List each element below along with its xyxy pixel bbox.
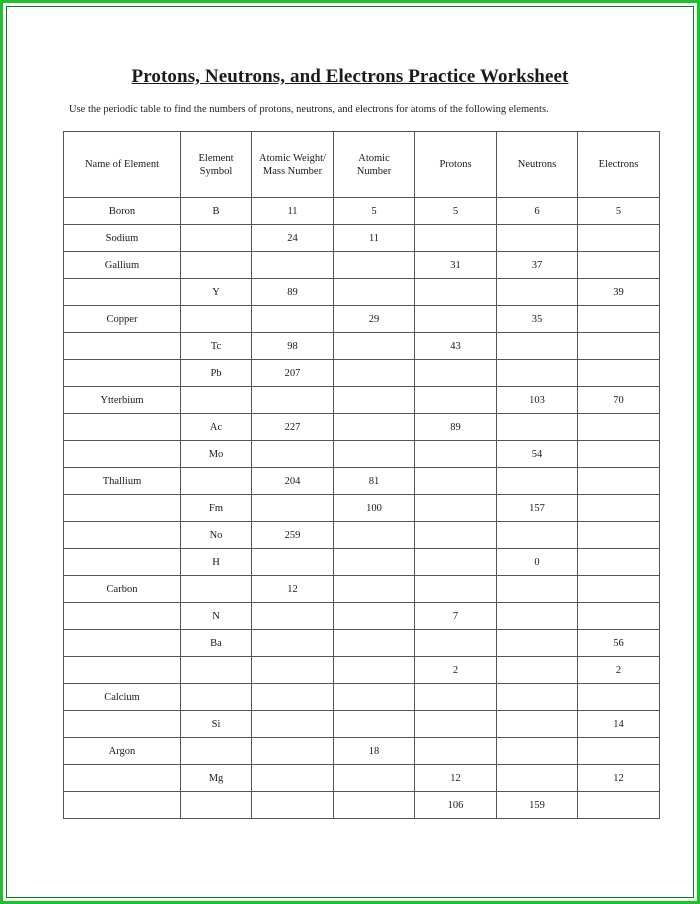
table-row: [64, 225, 660, 252]
cell-element-name[interactable]: [64, 279, 181, 306]
cell-element-symbol[interactable]: [181, 738, 252, 765]
cell-neutrons[interactable]: [497, 738, 578, 765]
cell-atomic-number[interactable]: [334, 252, 415, 279]
cell-protons[interactable]: [415, 225, 497, 252]
table-row: [64, 198, 660, 225]
cell-atomic-number[interactable]: [334, 657, 415, 684]
cell-atomic-number[interactable]: [334, 522, 415, 549]
column-header-label: Name of Element: [84, 159, 160, 170]
cell-mass-number[interactable]: 89: [252, 279, 334, 306]
cell-electrons[interactable]: 14: [578, 711, 660, 738]
cell-element-symbol[interactable]: [181, 657, 252, 684]
cell-electrons[interactable]: [578, 495, 660, 522]
cell-element-symbol[interactable]: Mg: [181, 765, 252, 792]
cell-protons[interactable]: 2: [415, 657, 497, 684]
cell-protons[interactable]: [415, 576, 497, 603]
cell-atomic-number[interactable]: [334, 441, 415, 468]
cell-element-symbol[interactable]: [181, 225, 252, 252]
cell-protons[interactable]: [415, 522, 497, 549]
cell-element-symbol[interactable]: N: [181, 603, 252, 630]
cell-atomic-number[interactable]: [334, 630, 415, 657]
cell-protons[interactable]: 12: [415, 765, 497, 792]
cell-atomic-number[interactable]: 81: [334, 468, 415, 495]
cell-neutrons[interactable]: [497, 279, 578, 306]
cell-atomic-number[interactable]: [334, 711, 415, 738]
cell-element-symbol[interactable]: Ac: [181, 414, 252, 441]
column-header-label: Atomic Number: [356, 152, 392, 177]
cell-neutrons[interactable]: [497, 333, 578, 360]
cell-mass-number[interactable]: 227: [252, 414, 334, 441]
cell-electrons[interactable]: [578, 441, 660, 468]
table-row: [64, 738, 660, 765]
cell-protons[interactable]: [415, 306, 497, 333]
cell-electrons[interactable]: [578, 522, 660, 549]
cell-electrons[interactable]: [578, 414, 660, 441]
cell-element-name[interactable]: Boron: [64, 198, 181, 225]
column-header: [497, 132, 578, 198]
cell-neutrons[interactable]: [497, 765, 578, 792]
table-row: [64, 576, 660, 603]
cell-neutrons[interactable]: 37: [497, 252, 578, 279]
cell-element-name[interactable]: Ytterbium: [64, 387, 181, 414]
worksheet-table: [63, 131, 660, 819]
cell-protons[interactable]: [415, 738, 497, 765]
cell-electrons[interactable]: [578, 684, 660, 711]
cell-element-symbol[interactable]: H: [181, 549, 252, 576]
cell-electrons[interactable]: [578, 792, 660, 819]
cell-element-name[interactable]: [64, 549, 181, 576]
cell-neutrons[interactable]: 157: [497, 495, 578, 522]
cell-protons[interactable]: [415, 711, 497, 738]
cell-neutrons[interactable]: [497, 711, 578, 738]
cell-element-name[interactable]: [64, 711, 181, 738]
cell-element-symbol[interactable]: Y: [181, 279, 252, 306]
table-row: [64, 441, 660, 468]
table-row: [64, 792, 660, 819]
cell-mass-number[interactable]: 98: [252, 333, 334, 360]
cell-atomic-number[interactable]: [334, 414, 415, 441]
cell-element-name[interactable]: Carbon: [64, 576, 181, 603]
cell-electrons[interactable]: 70: [578, 387, 660, 414]
cell-element-name[interactable]: Calcium: [64, 684, 181, 711]
column-header-label: Element Symbol: [198, 152, 234, 177]
cell-element-name[interactable]: Thallium: [64, 468, 181, 495]
cell-protons[interactable]: [415, 387, 497, 414]
cell-element-name[interactable]: [64, 495, 181, 522]
table-row: [64, 630, 660, 657]
cell-mass-number[interactable]: [252, 306, 334, 333]
cell-protons[interactable]: 43: [415, 333, 497, 360]
table-header-row: [64, 132, 660, 198]
column-header-label: Atomic Weight/ Mass Number: [259, 152, 326, 177]
cell-mass-number[interactable]: 204: [252, 468, 334, 495]
table-row: [64, 549, 660, 576]
cell-mass-number[interactable]: [252, 495, 334, 522]
cell-element-symbol[interactable]: [181, 306, 252, 333]
cell-protons[interactable]: 5: [415, 198, 497, 225]
cell-element-name[interactable]: [64, 333, 181, 360]
cell-electrons[interactable]: [578, 306, 660, 333]
cell-atomic-number[interactable]: [334, 792, 415, 819]
cell-mass-number[interactable]: [252, 387, 334, 414]
cell-atomic-number[interactable]: [334, 333, 415, 360]
cell-atomic-number[interactable]: [334, 360, 415, 387]
cell-element-name[interactable]: [64, 630, 181, 657]
worksheet-instructions: Use the periodic table to find the numbers of protons, neutrons, and electrons for atoms of the following elements.: [69, 104, 549, 115]
cell-protons[interactable]: 89: [415, 414, 497, 441]
cell-mass-number[interactable]: [252, 603, 334, 630]
cell-protons[interactable]: [415, 495, 497, 522]
cell-mass-number[interactable]: [252, 441, 334, 468]
cell-mass-number[interactable]: [252, 711, 334, 738]
cell-protons[interactable]: [415, 468, 497, 495]
table-row: [64, 333, 660, 360]
cell-element-symbol[interactable]: [181, 387, 252, 414]
table-row: [64, 387, 660, 414]
cell-neutrons[interactable]: [497, 630, 578, 657]
table-row: [64, 468, 660, 495]
cell-element-symbol[interactable]: B: [181, 198, 252, 225]
column-header: [578, 132, 660, 198]
cell-atomic-number[interactable]: 18: [334, 738, 415, 765]
cell-electrons[interactable]: 5: [578, 198, 660, 225]
worksheet-table-body: [64, 198, 660, 819]
cell-electrons[interactable]: 2: [578, 657, 660, 684]
cell-electrons[interactable]: [578, 252, 660, 279]
table-row: [64, 414, 660, 441]
table-row: [64, 765, 660, 792]
cell-electrons[interactable]: [578, 468, 660, 495]
cell-protons[interactable]: 31: [415, 252, 497, 279]
cell-neutrons[interactable]: 54: [497, 441, 578, 468]
cell-atomic-number[interactable]: [334, 765, 415, 792]
cell-protons[interactable]: [415, 279, 497, 306]
cell-electrons[interactable]: [578, 225, 660, 252]
table-row: [64, 603, 660, 630]
cell-mass-number[interactable]: [252, 684, 334, 711]
cell-electrons[interactable]: 56: [578, 630, 660, 657]
cell-neutrons[interactable]: [497, 522, 578, 549]
cell-neutrons[interactable]: [497, 684, 578, 711]
column-header: [334, 132, 415, 198]
cell-atomic-number[interactable]: [334, 603, 415, 630]
table-row: [64, 279, 660, 306]
column-header: [415, 132, 497, 198]
cell-neutrons[interactable]: [497, 603, 578, 630]
cell-protons[interactable]: [415, 549, 497, 576]
cell-atomic-number[interactable]: [334, 387, 415, 414]
cell-atomic-number[interactable]: [334, 549, 415, 576]
cell-mass-number[interactable]: 11: [252, 198, 334, 225]
cell-electrons[interactable]: 39: [578, 279, 660, 306]
table-row: [64, 252, 660, 279]
cell-protons[interactable]: [415, 360, 497, 387]
cell-mass-number[interactable]: [252, 252, 334, 279]
table-row: [64, 360, 660, 387]
cell-mass-number[interactable]: [252, 765, 334, 792]
cell-neutrons[interactable]: [497, 225, 578, 252]
cell-element-symbol[interactable]: [181, 468, 252, 495]
cell-mass-number[interactable]: [252, 549, 334, 576]
cell-mass-number[interactable]: [252, 792, 334, 819]
column-header-label: Electrons: [598, 159, 639, 170]
column-header: [181, 132, 252, 198]
cell-atomic-number[interactable]: 100: [334, 495, 415, 522]
cell-element-name[interactable]: Gallium: [64, 252, 181, 279]
cell-atomic-number[interactable]: 5: [334, 198, 415, 225]
cell-mass-number[interactable]: 259: [252, 522, 334, 549]
cell-element-name[interactable]: [64, 603, 181, 630]
table-row: [64, 657, 660, 684]
cell-mass-number[interactable]: [252, 630, 334, 657]
cell-element-name[interactable]: Argon: [64, 738, 181, 765]
cell-mass-number[interactable]: 24: [252, 225, 334, 252]
cell-element-symbol[interactable]: [181, 252, 252, 279]
cell-atomic-number[interactable]: 11: [334, 225, 415, 252]
cell-electrons[interactable]: [578, 738, 660, 765]
cell-electrons[interactable]: [578, 603, 660, 630]
cell-neutrons[interactable]: 0: [497, 549, 578, 576]
column-header-label: Protons: [439, 159, 472, 170]
cell-element-name[interactable]: [64, 441, 181, 468]
cell-mass-number[interactable]: 12: [252, 576, 334, 603]
cell-element-name[interactable]: [64, 522, 181, 549]
cell-neutrons[interactable]: 159: [497, 792, 578, 819]
cell-mass-number[interactable]: 207: [252, 360, 334, 387]
cell-atomic-number[interactable]: 29: [334, 306, 415, 333]
table-row: [64, 522, 660, 549]
cell-neutrons[interactable]: 6: [497, 198, 578, 225]
cell-protons[interactable]: 7: [415, 603, 497, 630]
cell-element-symbol[interactable]: [181, 576, 252, 603]
cell-neutrons[interactable]: [497, 414, 578, 441]
table-row: [64, 495, 660, 522]
cell-neutrons[interactable]: [497, 576, 578, 603]
cell-element-name[interactable]: [64, 414, 181, 441]
cell-element-symbol[interactable]: Si: [181, 711, 252, 738]
cell-element-name[interactable]: Copper: [64, 306, 181, 333]
cell-electrons[interactable]: 12: [578, 765, 660, 792]
cell-electrons[interactable]: [578, 360, 660, 387]
cell-neutrons[interactable]: [497, 360, 578, 387]
cell-element-name[interactable]: [64, 360, 181, 387]
cell-neutrons[interactable]: [497, 468, 578, 495]
cell-mass-number[interactable]: [252, 657, 334, 684]
cell-element-name[interactable]: [64, 792, 181, 819]
table-row: [64, 684, 660, 711]
cell-element-symbol[interactable]: [181, 684, 252, 711]
table-row: [64, 711, 660, 738]
cell-element-name[interactable]: [64, 765, 181, 792]
cell-protons[interactable]: [415, 684, 497, 711]
cell-element-symbol[interactable]: Mo: [181, 441, 252, 468]
cell-protons[interactable]: [415, 630, 497, 657]
cell-electrons[interactable]: [578, 549, 660, 576]
cell-element-symbol[interactable]: Pb: [181, 360, 252, 387]
cell-atomic-number[interactable]: [334, 576, 415, 603]
cell-element-symbol[interactable]: [181, 792, 252, 819]
cell-electrons[interactable]: [578, 576, 660, 603]
cell-neutrons[interactable]: 103: [497, 387, 578, 414]
cell-neutrons[interactable]: 35: [497, 306, 578, 333]
cell-element-symbol[interactable]: No: [181, 522, 252, 549]
cell-element-symbol[interactable]: Ba: [181, 630, 252, 657]
cell-element-name[interactable]: Sodium: [64, 225, 181, 252]
cell-neutrons[interactable]: [497, 657, 578, 684]
cell-atomic-number[interactable]: [334, 684, 415, 711]
cell-element-symbol[interactable]: Tc: [181, 333, 252, 360]
table-row: [64, 306, 660, 333]
cell-electrons[interactable]: [578, 333, 660, 360]
column-header: [252, 132, 334, 198]
worksheet-title: Protons, Neutrons, and Electrons Practice Worksheet: [131, 66, 569, 87]
cell-element-name[interactable]: [64, 657, 181, 684]
cell-protons[interactable]: 106: [415, 792, 497, 819]
cell-element-symbol[interactable]: Fm: [181, 495, 252, 522]
cell-protons[interactable]: [415, 441, 497, 468]
column-header-label: Neutrons: [517, 159, 557, 170]
column-header: [64, 132, 181, 198]
cell-mass-number[interactable]: [252, 738, 334, 765]
cell-atomic-number[interactable]: [334, 279, 415, 306]
